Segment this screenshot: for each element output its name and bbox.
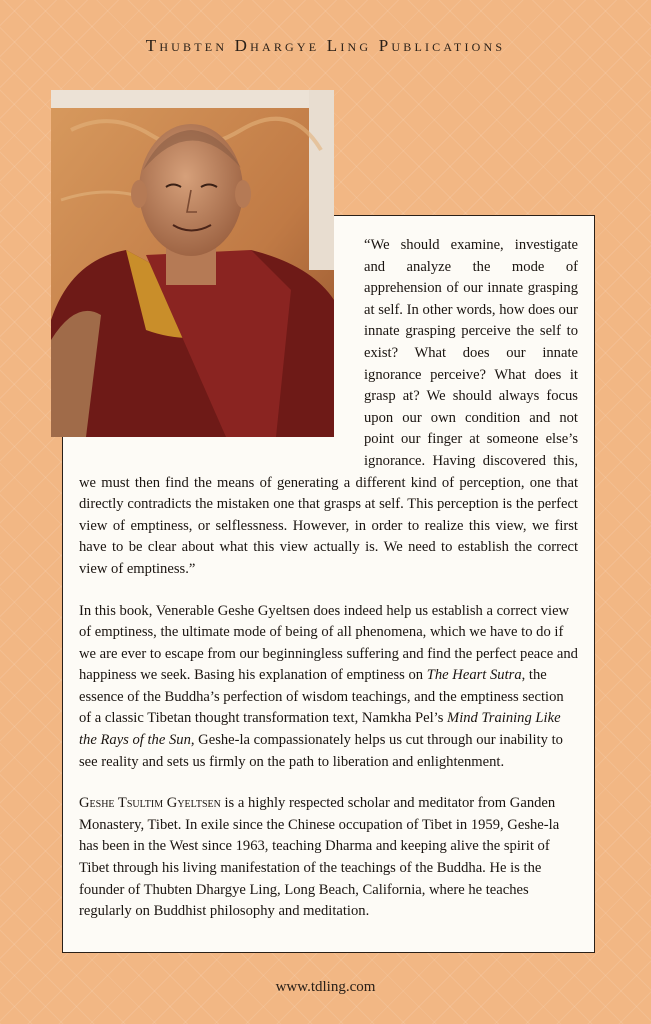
portrait-illustration bbox=[51, 90, 334, 437]
description-text-2: , the essence of the Buddha’s perfection of wisdom teachings, and the emptiness section of a classic Tibetan thought transformation text, Namkha Pel’s bbox=[79, 667, 564, 727]
mind-training-title: Mind Training Like the Rays of the Sun bbox=[79, 710, 561, 749]
author-bio-paragraph bbox=[79, 793, 578, 923]
description-text-1: In this book, Venerable Geshe Gyeltsen does indeed help us establish a correct view of emptiness, the ultimate mode of being of all phenomena, which we have to do if we are ever to escape from our beginningless suffering and find the perfect peace and happiness we seek. Basing his explanation of emptiness on bbox=[79, 602, 578, 684]
description-paragraph bbox=[79, 601, 578, 774]
description-text-3: , Geshe-la compassionately helps us cut through our inability to see reality and sets us firmly on the path to liberation and enlightenment. bbox=[79, 732, 563, 770]
website-url: www.tdling.com bbox=[275, 979, 376, 995]
heart-sutra-title: The Heart Sutra bbox=[426, 667, 522, 684]
monk-portrait-photo bbox=[51, 90, 334, 437]
author-name: Geshe Tsultim Gyeltsen bbox=[79, 795, 221, 812]
quote-paragraph: “We should examine, investigate and analyze the mode of apprehension of our innate grasping at self. In other words, how does our innate grasping perceive the self to exist? What does our innate ignorance perceive? What does it grasp at? We should always focus upon our own condition and not point our finger at someone else’s ignorance. Having discovered this, we must then find the means of generating a different kind of perception, one that directly contradicts the mistaken one that grasps at self. This perception is the perfect view of emptiness, or selflessness. However, in order to realize this view, we first have to be clear about what this view actually is. We need to establish the correct view of emptiness.” bbox=[79, 237, 578, 577]
author-bio-text: is a highly respected scholar and meditator from Ganden Monastery, Tibet. In exile since the Chinese occupation of Tibet in 1959, Geshe-la has been in the West since 1963, teaching Dharma and keeping alive the spirit of Tibet through his living manifestation of the teachings of the Buddha. He is the founder of Thubten Dhargye Ling, Long Beach, California, where he teaches regularly on Buddhist philosophy and meditation. bbox=[79, 795, 560, 920]
publisher-name: Thubten Dhargye Ling Publications bbox=[145, 36, 506, 55]
